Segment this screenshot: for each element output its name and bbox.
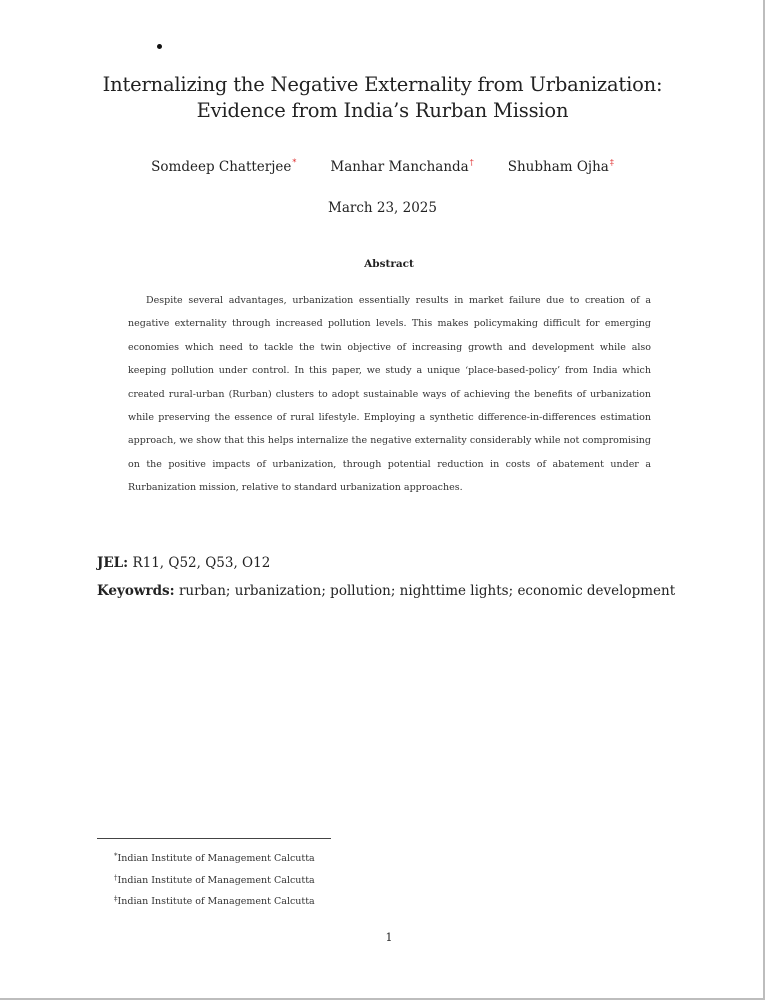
abstract-body: Despite several advantages, urbanization essentially results in market failure due to creation of a negative externality through increased pollution levels. This makes policymaking difficult for emerging economies which need to tackle the twin objective of increasing growth and development while also keeping pollution under control. In this paper, we study a unique ‘place-based-policy’ from India which created rural-urban (Rurban) clusters to adopt sustainable ways of achieving the benefits of urbanization while preserving the essence of rural lifestyle. Employing a synthetic difference-in-differences estimation approach, we show that this helps internalize the negative externality considerably while not compromising on the positive impacts of urbanization, through potential reduction in costs of abatement under a Rurbanization mission, relative to standard urbanization approaches. (128, 295, 651, 494)
footnote-mark: † (114, 874, 118, 882)
jel-label: JEL: (97, 555, 129, 571)
author (508, 158, 614, 175)
author (151, 158, 296, 175)
page-number: 1 (385, 931, 393, 944)
footnote-text: Indian Institute of Management Calcutta (117, 875, 315, 886)
author-footnote-mark[interactable]: * (292, 158, 297, 167)
keywords-value: rurban; urbanization; pollution; nighttime lights; economic development (178, 583, 676, 599)
author-name: Manhar Manchanda (330, 159, 469, 175)
paper-date: March 23, 2025 (328, 200, 437, 216)
jel-codes (97, 555, 270, 571)
jel-value: R11, Q52, Q53, O12 (132, 555, 271, 571)
keywords (97, 583, 675, 599)
bullet-dot (157, 44, 162, 49)
footnote-text: Indian Institute of Management Calcutta (117, 896, 315, 907)
footnote-mark: * (114, 852, 118, 860)
footnote (114, 874, 315, 886)
author-name: Shubham Ojha (507, 159, 609, 175)
author-footnote-mark[interactable]: † (469, 158, 474, 167)
footnote (114, 852, 315, 864)
keywords-label: Keyowrds: (97, 583, 175, 599)
footnote-mark: ‡ (114, 895, 118, 903)
title-line-1: Internalizing the Negative Externality from Urbanization: (102, 73, 663, 96)
author-footnote-mark[interactable]: ‡ (609, 158, 614, 167)
title-line-2: Evidence from India’s Rurban Mission (196, 99, 569, 122)
abstract-heading: Abstract (364, 258, 414, 270)
author-name: Somdeep Chatterjee (151, 159, 292, 175)
footnote-divider (97, 838, 331, 839)
author (330, 158, 473, 175)
paper-title (0, 72, 765, 124)
footnote-text: Indian Institute of Management Calcutta (117, 853, 315, 864)
footnote (114, 895, 315, 907)
author-list (0, 158, 765, 175)
